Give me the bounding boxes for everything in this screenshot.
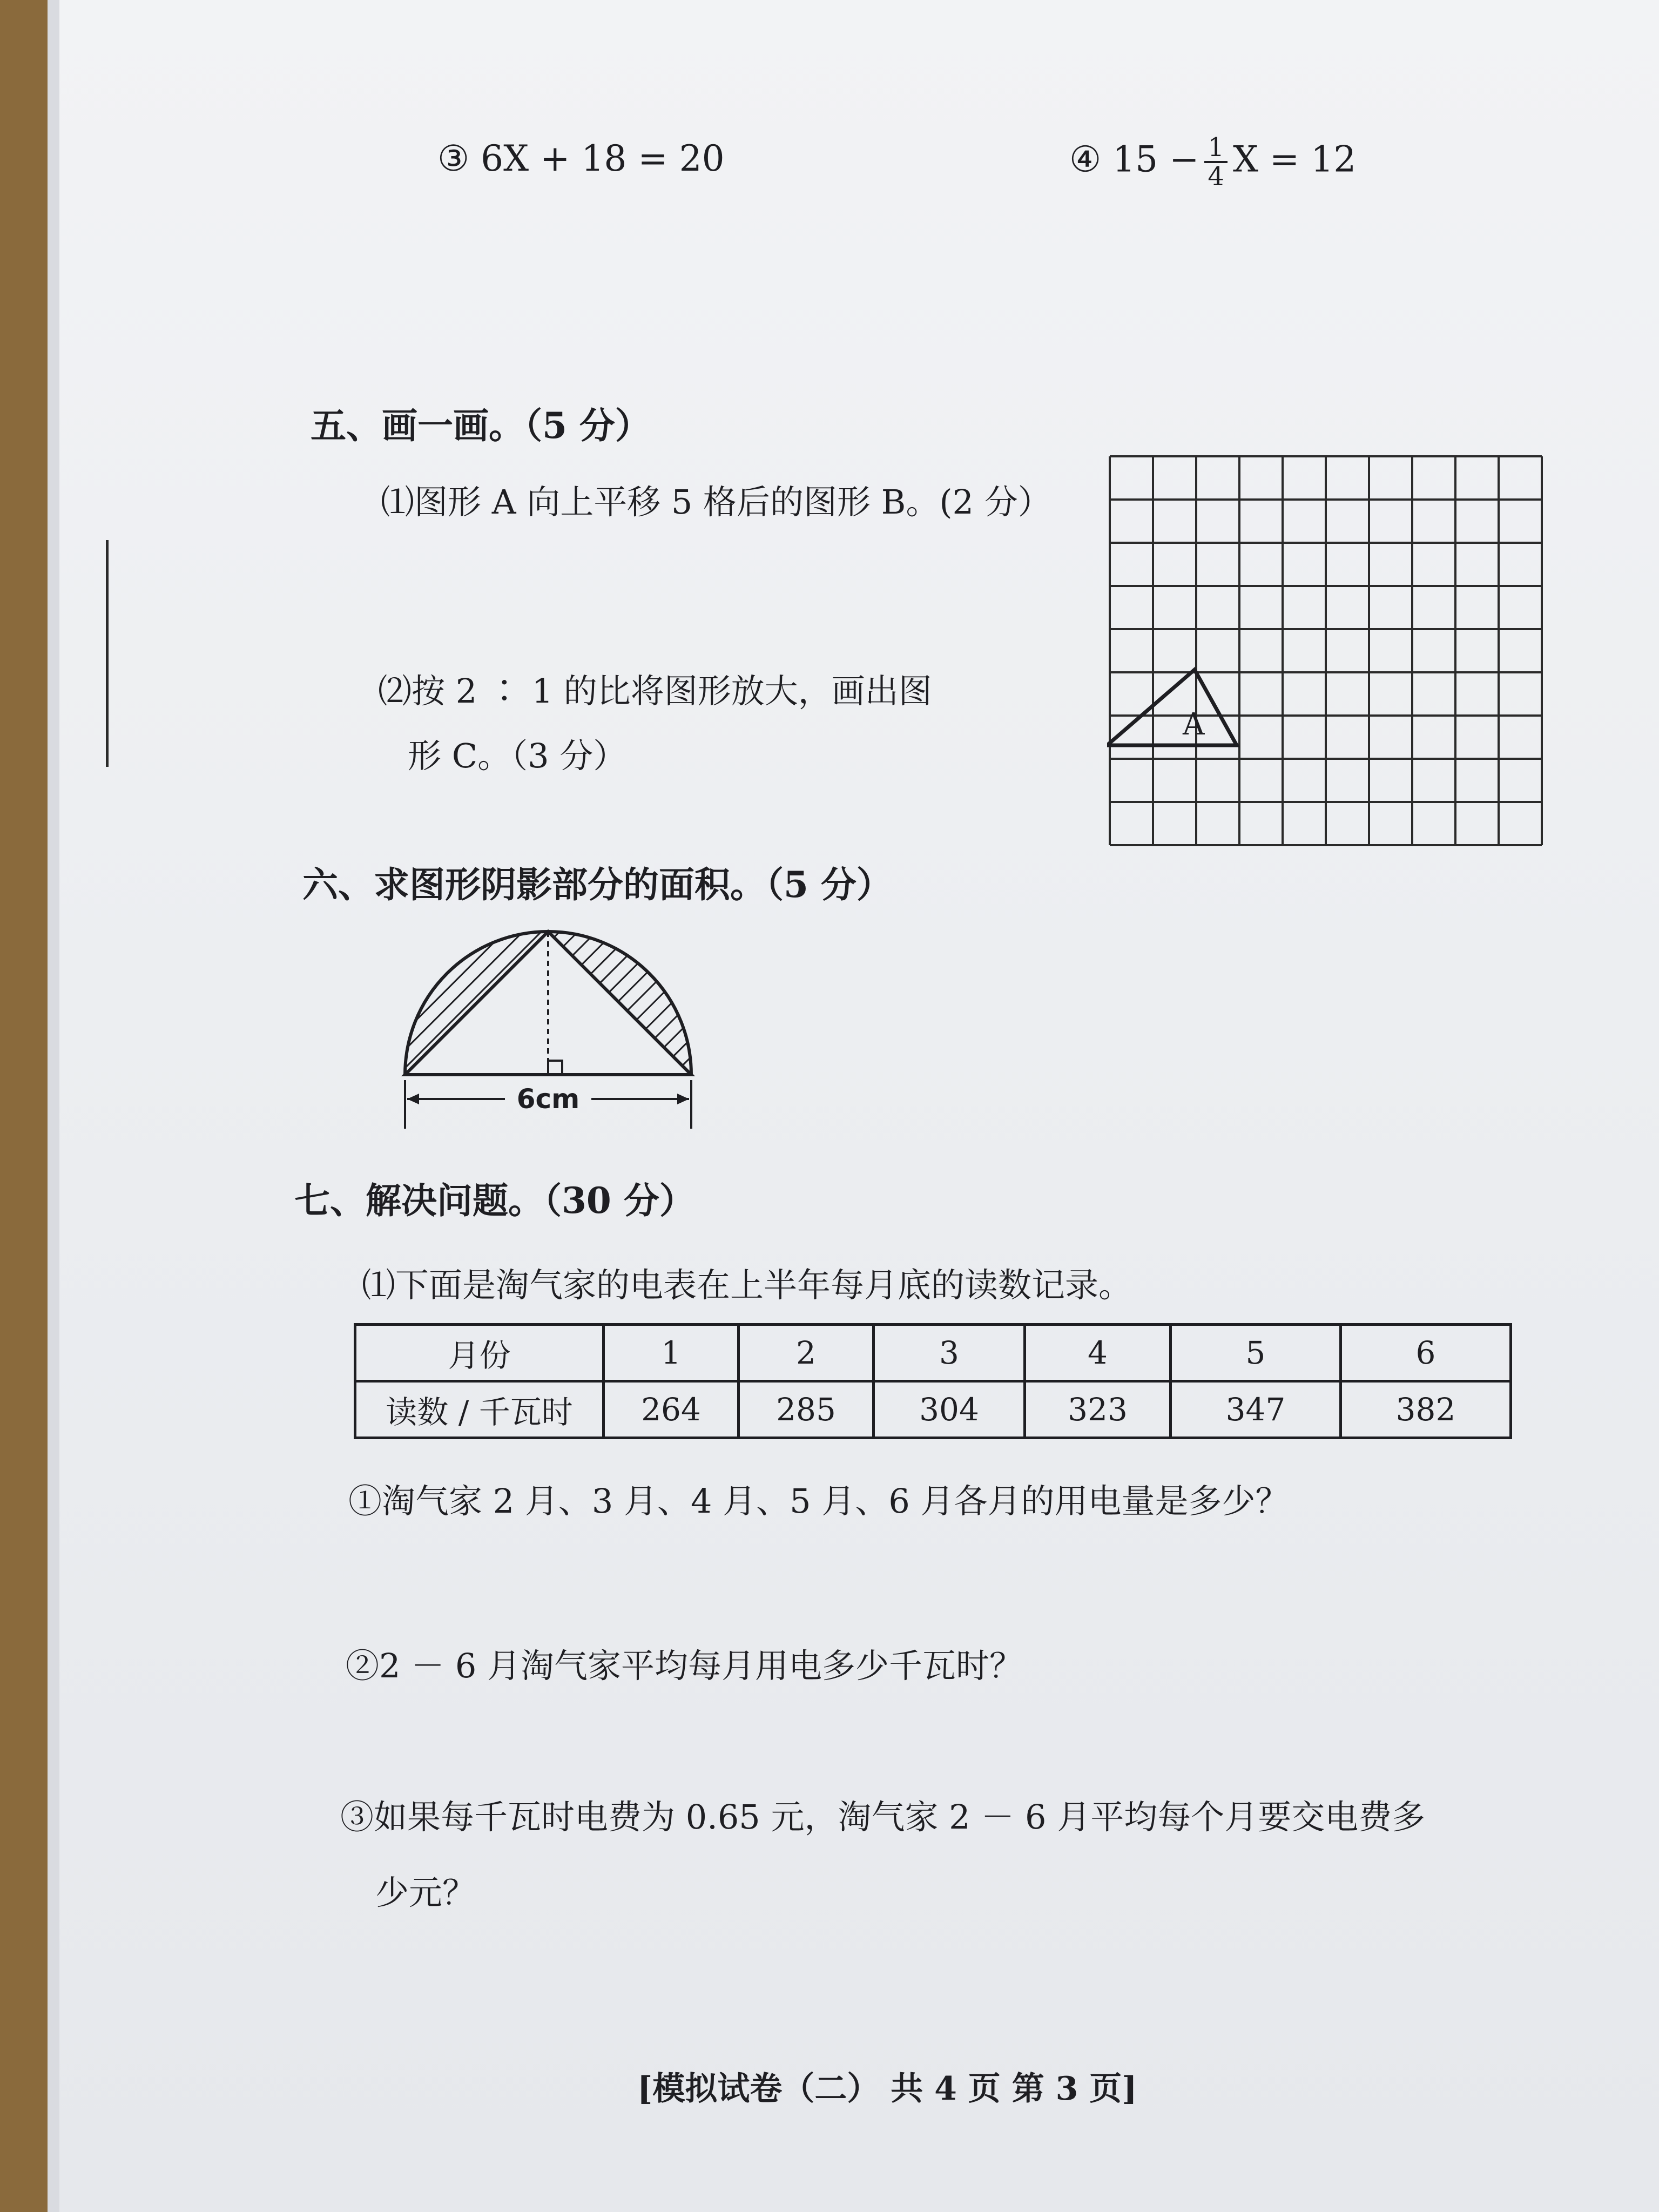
dimension-arrow-right	[677, 1094, 689, 1104]
table-cell-reading: 264	[604, 1381, 739, 1438]
fraction	[1204, 134, 1228, 191]
semicircle-figure	[389, 918, 724, 1136]
table-cell-reading: 323	[1025, 1381, 1171, 1438]
table-cell-reading: 304	[874, 1381, 1025, 1438]
equation-4-prefix: ④ 15 −	[1069, 138, 1199, 180]
paper-edge	[48, 0, 59, 2212]
section-7-heading: 七、解决问题。（30 分）	[294, 1179, 695, 1222]
section-6-heading: 六、求图形阴影部分的面积。（5 分）	[302, 864, 892, 906]
table-row	[355, 1381, 1511, 1438]
equation-4-suffix: X = 12	[1232, 138, 1357, 180]
table-cell-reading: 382	[1341, 1381, 1511, 1438]
table-cell-month: 5	[1171, 1325, 1341, 1381]
meter-reading-table	[354, 1323, 1512, 1439]
table-cell-reading: 347	[1171, 1381, 1341, 1438]
section-7-sub-question-1: ①淘气家 2 月、3 月、4 月、5 月、6 月各月的用电量是多少？	[348, 1481, 1289, 1521]
table-cell-month: 6	[1341, 1325, 1511, 1381]
drawing-grid	[1107, 454, 1550, 850]
table-cell-month: 3	[874, 1325, 1025, 1381]
triangle-a	[1107, 670, 1237, 745]
table-cell-month: 2	[739, 1325, 874, 1381]
page-footer: [模拟试卷（二） 共 4 页 第 3 页]	[637, 2070, 1137, 2108]
exam-paper	[49, 0, 1659, 2212]
section-7-question-1-intro: ⑴下面是淘气家的电表在上半年每月底的读数记录。	[362, 1265, 1132, 1305]
fraction-denominator: 4	[1208, 161, 1224, 192]
table-header-month: 月份	[355, 1325, 604, 1381]
equation-3: ③ 6X + 18 = 20	[437, 138, 725, 179]
equation-4	[1069, 134, 1356, 191]
triangle-a-label: A	[1183, 707, 1205, 742]
table-row	[355, 1325, 1511, 1381]
section-5-question-2-line-1: ⑵按 2 ∶ 1 的比将图形放大，画出图	[378, 671, 932, 711]
table-cell-reading: 285	[739, 1381, 874, 1438]
section-5-heading: 五、画一画。（5 分）	[311, 404, 651, 447]
table-header-reading: 读数 / 千瓦时	[355, 1381, 604, 1438]
section-7-sub-question-2: ②2 － 6 月淘气家平均每月用电多少千瓦时？	[346, 1646, 1023, 1685]
dimension-arrow-left	[407, 1094, 419, 1104]
margin-line	[106, 540, 109, 767]
section-5-question-1: ⑴图形 A 向上平移 5 格后的图形 B。(2 分）	[381, 482, 1051, 522]
section-5-question-2-line-2: 形 C。（3 分）	[408, 736, 627, 775]
section-7-sub-question-3-line-1: ③如果每千瓦时电费为 0.65 元，淘气家 2 － 6 月平均每个月要交电费多	[340, 1797, 1426, 1837]
dimension-label: 6cm	[516, 1083, 580, 1115]
fraction-numerator: 1	[1204, 134, 1228, 163]
table-cell-month: 1	[604, 1325, 739, 1381]
section-7-sub-question-3-line-2: 少元？	[375, 1873, 476, 1912]
table-cell-month: 4	[1025, 1325, 1171, 1381]
